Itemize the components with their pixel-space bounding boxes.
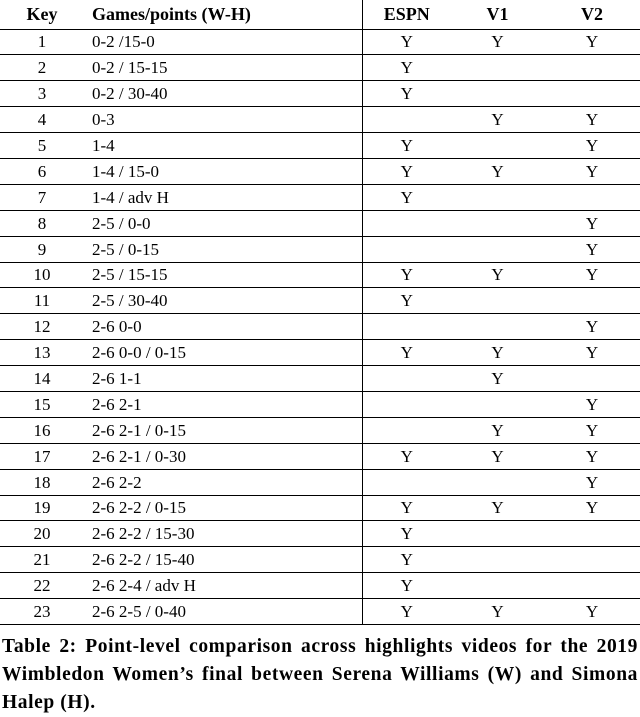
table-row bbox=[0, 107, 640, 133]
cell-v1: Y bbox=[451, 417, 544, 443]
cell-games-points: 2-6 2-1 / 0-30 bbox=[84, 443, 362, 469]
cell-games-points: 0-3 bbox=[84, 107, 362, 133]
cell-espn: Y bbox=[362, 521, 451, 547]
cell-espn bbox=[362, 236, 451, 262]
cell-v1 bbox=[451, 573, 544, 599]
cell-key: 9 bbox=[0, 236, 84, 262]
cell-key: 13 bbox=[0, 340, 84, 366]
cell-v2: Y bbox=[544, 495, 640, 521]
cell-key: 23 bbox=[0, 599, 84, 625]
cell-games-points: 2-6 0-0 / 0-15 bbox=[84, 340, 362, 366]
table-row bbox=[0, 391, 640, 417]
cell-espn: Y bbox=[362, 443, 451, 469]
header-v2: V2 bbox=[544, 0, 640, 29]
cell-key: 19 bbox=[0, 495, 84, 521]
cell-key: 3 bbox=[0, 81, 84, 107]
cell-v1 bbox=[451, 521, 544, 547]
cell-v2: Y bbox=[544, 391, 640, 417]
cell-games-points: 2-6 2-1 / 0-15 bbox=[84, 417, 362, 443]
cell-key: 6 bbox=[0, 158, 84, 184]
cell-espn: Y bbox=[362, 81, 451, 107]
cell-key: 12 bbox=[0, 314, 84, 340]
cell-espn: Y bbox=[362, 158, 451, 184]
cell-espn: Y bbox=[362, 495, 451, 521]
cell-espn: Y bbox=[362, 262, 451, 288]
cell-games-points: 2-5 / 30-40 bbox=[84, 288, 362, 314]
table-row bbox=[0, 366, 640, 392]
table-body bbox=[0, 29, 640, 624]
cell-games-points: 0-2 / 15-15 bbox=[84, 55, 362, 81]
cell-v2: Y bbox=[544, 158, 640, 184]
cell-key: 2 bbox=[0, 55, 84, 81]
cell-games-points: 0-2 /15-0 bbox=[84, 29, 362, 55]
cell-games-points: 2-6 2-2 / 0-15 bbox=[84, 495, 362, 521]
cell-games-points: 0-2 / 30-40 bbox=[84, 81, 362, 107]
cell-v2: Y bbox=[544, 133, 640, 159]
cell-espn: Y bbox=[362, 547, 451, 573]
cell-v2: Y bbox=[544, 210, 640, 236]
table-row bbox=[0, 133, 640, 159]
cell-key: 18 bbox=[0, 469, 84, 495]
table-row bbox=[0, 158, 640, 184]
cell-key: 16 bbox=[0, 417, 84, 443]
header-row bbox=[0, 0, 640, 29]
cell-key: 11 bbox=[0, 288, 84, 314]
header-games-points: Games/points (W-H) bbox=[84, 0, 362, 29]
cell-games-points: 2-6 2-5 / 0-40 bbox=[84, 599, 362, 625]
table-row bbox=[0, 236, 640, 262]
cell-v1 bbox=[451, 547, 544, 573]
cell-key: 8 bbox=[0, 210, 84, 236]
cell-v2: Y bbox=[544, 262, 640, 288]
cell-v2: Y bbox=[544, 599, 640, 625]
cell-espn bbox=[362, 366, 451, 392]
table-row bbox=[0, 547, 640, 573]
table-row bbox=[0, 340, 640, 366]
table-row bbox=[0, 314, 640, 340]
table-row bbox=[0, 29, 640, 55]
cell-key: 17 bbox=[0, 443, 84, 469]
cell-games-points: 2-6 2-2 bbox=[84, 469, 362, 495]
cell-games-points: 2-5 / 0-0 bbox=[84, 210, 362, 236]
cell-games-points: 1-4 / 15-0 bbox=[84, 158, 362, 184]
cell-games-points: 2-6 0-0 bbox=[84, 314, 362, 340]
cell-espn bbox=[362, 469, 451, 495]
table-row bbox=[0, 469, 640, 495]
cell-v2 bbox=[544, 521, 640, 547]
cell-v2 bbox=[544, 366, 640, 392]
cell-v1 bbox=[451, 184, 544, 210]
cell-v1 bbox=[451, 55, 544, 81]
cell-games-points: 2-6 2-2 / 15-40 bbox=[84, 547, 362, 573]
cell-v2 bbox=[544, 81, 640, 107]
cell-v1: Y bbox=[451, 29, 544, 55]
cell-v2 bbox=[544, 55, 640, 81]
table-row bbox=[0, 573, 640, 599]
cell-espn: Y bbox=[362, 599, 451, 625]
cell-espn: Y bbox=[362, 340, 451, 366]
table-row bbox=[0, 55, 640, 81]
cell-key: 5 bbox=[0, 133, 84, 159]
cell-espn: Y bbox=[362, 573, 451, 599]
cell-v1: Y bbox=[451, 599, 544, 625]
cell-key: 21 bbox=[0, 547, 84, 573]
cell-games-points: 2-6 2-1 bbox=[84, 391, 362, 417]
cell-v2: Y bbox=[544, 29, 640, 55]
cell-v2 bbox=[544, 573, 640, 599]
cell-key: 10 bbox=[0, 262, 84, 288]
header-v1: V1 bbox=[451, 0, 544, 29]
cell-v1 bbox=[451, 133, 544, 159]
cell-key: 14 bbox=[0, 366, 84, 392]
cell-v1 bbox=[451, 210, 544, 236]
cell-v2 bbox=[544, 547, 640, 573]
cell-v2: Y bbox=[544, 314, 640, 340]
table-row bbox=[0, 262, 640, 288]
cell-key: 22 bbox=[0, 573, 84, 599]
cell-espn bbox=[362, 417, 451, 443]
cell-espn bbox=[362, 107, 451, 133]
header-espn: ESPN bbox=[362, 0, 451, 29]
table-row bbox=[0, 417, 640, 443]
cell-v2: Y bbox=[544, 236, 640, 262]
cell-v1: Y bbox=[451, 158, 544, 184]
cell-v2: Y bbox=[544, 469, 640, 495]
cell-v2 bbox=[544, 288, 640, 314]
table-row bbox=[0, 184, 640, 210]
cell-key: 7 bbox=[0, 184, 84, 210]
cell-games-points: 2-5 / 0-15 bbox=[84, 236, 362, 262]
table-row bbox=[0, 288, 640, 314]
table-row bbox=[0, 81, 640, 107]
cell-v1: Y bbox=[451, 495, 544, 521]
cell-key: 1 bbox=[0, 29, 84, 55]
header-key: Key bbox=[0, 0, 84, 29]
cell-v2: Y bbox=[544, 443, 640, 469]
table-row bbox=[0, 521, 640, 547]
cell-espn: Y bbox=[362, 288, 451, 314]
cell-games-points: 2-5 / 15-15 bbox=[84, 262, 362, 288]
cell-v1 bbox=[451, 236, 544, 262]
cell-v1: Y bbox=[451, 262, 544, 288]
cell-espn: Y bbox=[362, 29, 451, 55]
cell-v2: Y bbox=[544, 417, 640, 443]
cell-espn bbox=[362, 391, 451, 417]
cell-key: 15 bbox=[0, 391, 84, 417]
cell-games-points: 1-4 bbox=[84, 133, 362, 159]
cell-espn: Y bbox=[362, 184, 451, 210]
table-row bbox=[0, 443, 640, 469]
table-row bbox=[0, 210, 640, 236]
table-caption: Table 2: Point-level comparison across highlights videos for the 2019 Wimbledon Women’s final between Serena Williams (W) and Simona Halep (H). bbox=[2, 636, 638, 713]
cell-games-points: 2-6 2-4 / adv H bbox=[84, 573, 362, 599]
cell-v2: Y bbox=[544, 340, 640, 366]
cell-key: 20 bbox=[0, 521, 84, 547]
cell-v1: Y bbox=[451, 443, 544, 469]
cell-v1 bbox=[451, 81, 544, 107]
cell-espn: Y bbox=[362, 55, 451, 81]
cell-key: 4 bbox=[0, 107, 84, 133]
cell-v2: Y bbox=[544, 107, 640, 133]
cell-v1: Y bbox=[451, 340, 544, 366]
cell-v1: Y bbox=[451, 107, 544, 133]
cell-espn bbox=[362, 210, 451, 236]
cell-v1 bbox=[451, 288, 544, 314]
cell-v1: Y bbox=[451, 366, 544, 392]
cell-v1 bbox=[451, 391, 544, 417]
table-row bbox=[0, 599, 640, 625]
cell-v2 bbox=[544, 184, 640, 210]
cell-v1 bbox=[451, 314, 544, 340]
cell-games-points: 1-4 / adv H bbox=[84, 184, 362, 210]
cell-games-points: 2-6 2-2 / 15-30 bbox=[84, 521, 362, 547]
table-header bbox=[0, 0, 640, 29]
cell-espn bbox=[362, 314, 451, 340]
cell-games-points: 2-6 1-1 bbox=[84, 366, 362, 392]
cell-v1 bbox=[451, 469, 544, 495]
table-row bbox=[0, 495, 640, 521]
cell-espn: Y bbox=[362, 133, 451, 159]
